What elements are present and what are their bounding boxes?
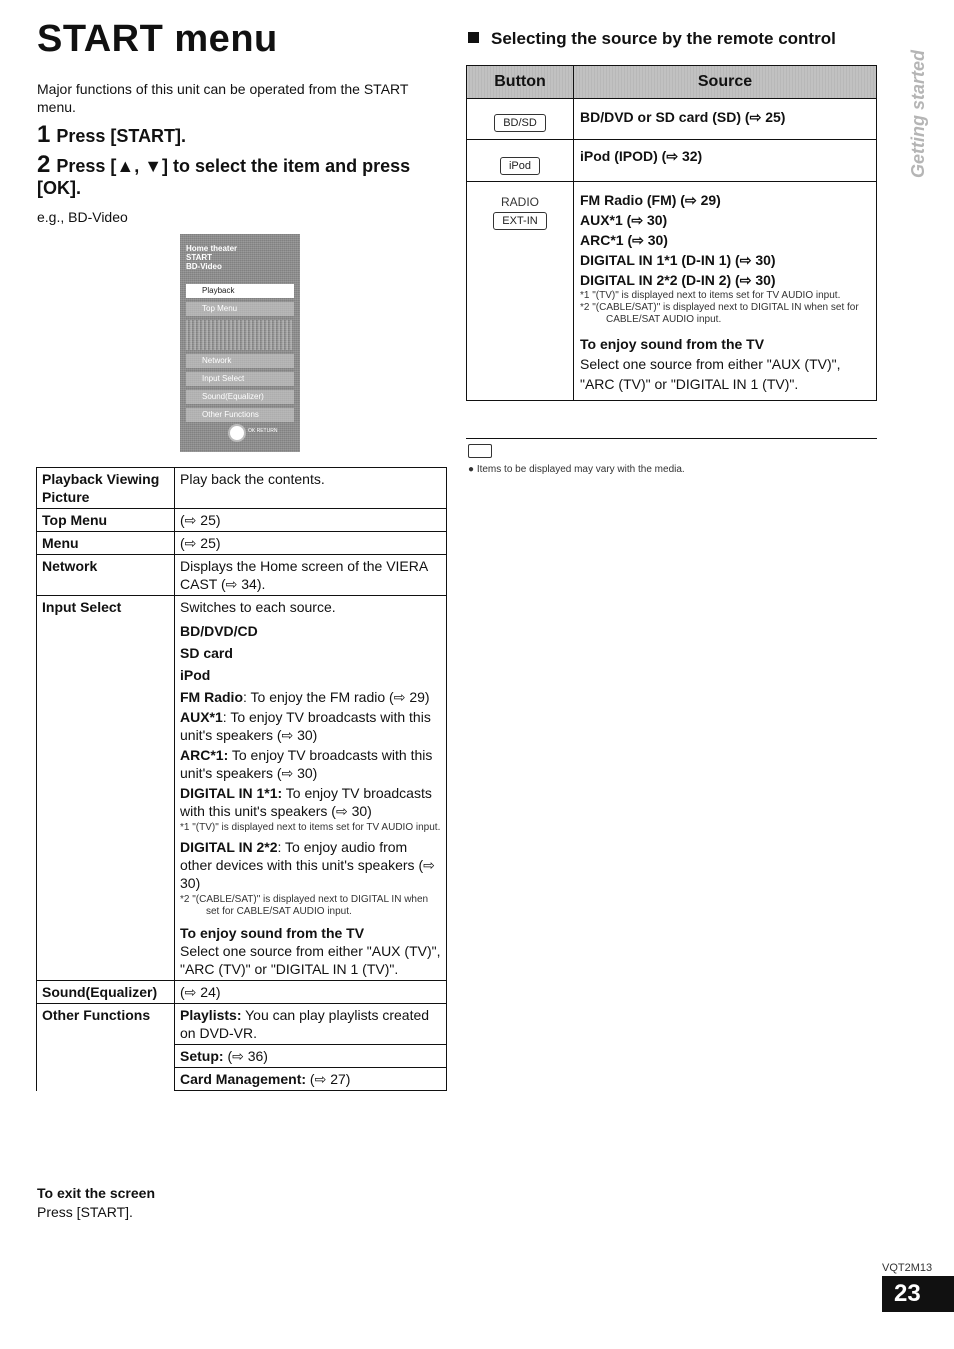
row-key: Playback Viewing Picture — [37, 468, 175, 509]
step-number: 2 — [37, 151, 51, 178]
footnote-1: *1 "(TV)" is displayed next to items set for TV AUDIO input. — [580, 290, 841, 301]
source-cell — [574, 182, 877, 401]
setup-label: Setup: — [180, 1048, 224, 1064]
row-key: Input Select — [37, 596, 175, 981]
remote-source-table — [466, 65, 877, 401]
source-aux-label: AUX*1 — [180, 709, 223, 725]
source-arc-desc: To enjoy TV broadcasts with this unit's speakers (⇨ 30) — [180, 747, 433, 781]
source-aux: AUX*1 (⇨ 30) — [580, 212, 668, 228]
screen-item-other: Other Functions — [186, 408, 294, 422]
row-key: Menu — [37, 532, 175, 555]
col-header-source: Source — [574, 66, 877, 99]
source-din1-desc: To enjoy TV broadcasts with this unit's speakers (⇨ 30) — [180, 785, 432, 819]
screen-ok-label: OK RETURN — [248, 428, 278, 434]
source-ipod: iPod — [180, 667, 211, 683]
start-menu-screenshot — [180, 234, 300, 452]
button-cell — [467, 99, 574, 140]
row-value: Play back the contents. — [175, 468, 447, 509]
row-key: Other Functions — [37, 1004, 175, 1091]
ok-icon — [228, 424, 246, 442]
table-row — [467, 140, 877, 182]
step-1 — [37, 121, 187, 148]
step-2 — [37, 151, 437, 199]
section-tab — [902, 49, 954, 190]
table-row — [37, 555, 447, 596]
ipod-key-icon: iPod — [500, 157, 540, 175]
button-cell — [467, 140, 574, 182]
row-value: (⇨ 25) — [175, 532, 447, 555]
exit-instructions — [37, 1184, 155, 1222]
table-header-row — [467, 66, 877, 99]
enjoy-heading: To enjoy sound from the TV — [180, 925, 365, 941]
step-number: 1 — [37, 121, 51, 148]
radio-label: RADIO — [500, 195, 539, 209]
screen-item-input-select: Input Select — [186, 372, 294, 386]
screen-blank-area — [186, 320, 294, 350]
row-value — [175, 1045, 447, 1068]
model-code: VQT2M13 — [882, 1262, 933, 1274]
source-fm — [180, 688, 441, 706]
remote-heading-text: Selecting the source by the remote control — [491, 29, 836, 48]
row-value — [175, 1004, 447, 1045]
card-label: Card Management: — [180, 1071, 307, 1087]
screen-item-top-menu: Top Menu — [186, 302, 294, 316]
note-divider — [466, 438, 877, 439]
bd-sd-key-icon: BD/SD — [494, 114, 546, 132]
remote-section-heading — [468, 29, 836, 49]
source-din1 — [180, 784, 441, 820]
table-row — [37, 981, 447, 1004]
source-fm-label: FM Radio — [180, 689, 243, 705]
row-value: (⇨ 25) — [175, 509, 447, 532]
source-fm-desc: : To enjoy the FM radio (⇨ 29) — [243, 689, 430, 705]
table-row — [37, 532, 447, 555]
footnote-2: *2 "(CABLE/SAT)" is displayed next to DIGITAL IN when set for CABLE/SAT AUDIO input. — [580, 302, 859, 325]
setup-desc: (⇨ 36) — [223, 1048, 268, 1064]
source-sd: SD card — [180, 645, 233, 661]
source-din2-desc: : To enjoy audio from other devices with this unit's speakers (⇨ 30) — [180, 839, 435, 891]
intro-text: Major functions of this unit can be operated from the START menu. — [37, 81, 409, 115]
row-value: (⇨ 24) — [175, 981, 447, 1004]
table-row — [467, 182, 877, 401]
page-number: 23 — [882, 1276, 954, 1312]
start-menu-table — [36, 467, 447, 1091]
exit-heading: To exit the screen — [37, 1185, 156, 1201]
step-text: Press [▲, ▼] to select the item and press [OK]. — [37, 156, 411, 198]
square-bullet-icon — [468, 32, 479, 43]
note-text: ● Items to be displayed may vary with the media. — [468, 464, 685, 475]
row-value — [175, 596, 447, 981]
page-title: START menu — [37, 18, 278, 60]
row-value — [175, 1068, 447, 1091]
source-cell: BD/DVD or SD card (SD) (⇨ 25) — [574, 99, 877, 140]
card-desc: (⇨ 27) — [306, 1071, 351, 1087]
table-row — [37, 596, 447, 981]
table-row — [37, 1004, 447, 1045]
source-fm: FM Radio (FM) (⇨ 29) — [580, 192, 721, 208]
source-arc: ARC*1 (⇨ 30) — [580, 232, 668, 248]
row-key: Network — [37, 555, 175, 596]
ext-in-key-icon: EXT-IN — [493, 212, 546, 230]
col-header-button: Button — [467, 66, 574, 99]
playlists-desc: You can play playlists created on DVD-VR. — [180, 1007, 430, 1041]
screen-item-playback: Playback — [186, 284, 294, 298]
enjoy-heading: To enjoy sound from the TV — [580, 336, 765, 352]
section-tab-label: Getting started — [908, 49, 928, 178]
enjoy-text: Select one source from either "AUX (TV)", "ARC (TV)" or "DIGITAL IN 1 (TV)". — [580, 356, 841, 392]
source-din2: DIGITAL IN 2*2 (D-IN 2) (⇨ 30) — [580, 272, 776, 288]
footnote-2: *2 "(CABLE/SAT)" is displayed next to DIGITAL IN when set for CABLE/SAT AUDIO input. — [180, 894, 429, 917]
screen-header-line: START — [186, 253, 213, 262]
source-arc — [180, 746, 441, 782]
enjoy-text: Select one source from either "AUX (TV)", "ARC (TV)" or "DIGITAL IN 1 (TV)". — [180, 943, 441, 977]
screen-header-line: BD-Video — [186, 262, 222, 271]
screen-item-network: Network — [186, 354, 294, 368]
source-din2 — [180, 838, 441, 892]
screen-item-sound: Sound(Equalizer) — [186, 390, 294, 404]
button-cell — [467, 182, 574, 401]
exit-text: Press [START]. — [37, 1204, 133, 1220]
source-cell: iPod (IPOD) (⇨ 32) — [574, 140, 877, 182]
screen-header — [186, 244, 237, 271]
note-book-icon — [468, 444, 492, 458]
input-select-intro: Switches to each source. — [180, 599, 336, 615]
source-bd: BD/DVD/CD — [180, 623, 258, 639]
row-key: Top Menu — [37, 509, 175, 532]
screen-header-line: Home theater — [186, 244, 238, 253]
step-text: Press [START]. — [56, 126, 187, 146]
table-row — [467, 99, 877, 140]
source-arc-label: ARC*1: — [180, 747, 229, 763]
source-aux-desc: : To enjoy TV broadcasts with this unit's speakers (⇨ 30) — [180, 709, 431, 743]
source-din1-label: DIGITAL IN 1*1: — [180, 785, 283, 801]
table-row — [37, 509, 447, 532]
footnote-1: *1 "(TV)" is displayed next to items set for TV AUDIO input. — [180, 822, 441, 833]
playlists-label: Playlists: — [180, 1007, 242, 1023]
source-din2-label: DIGITAL IN 2*2 — [180, 839, 278, 855]
example-label: e.g., BD-Video — [37, 209, 128, 225]
row-key: Sound(Equalizer) — [37, 981, 175, 1004]
source-din1: DIGITAL IN 1*1 (D-IN 1) (⇨ 30) — [580, 252, 776, 268]
source-aux — [180, 708, 441, 744]
table-row — [37, 468, 447, 509]
row-value: Displays the Home screen of the VIERA CAST (⇨ 34). — [175, 555, 447, 596]
